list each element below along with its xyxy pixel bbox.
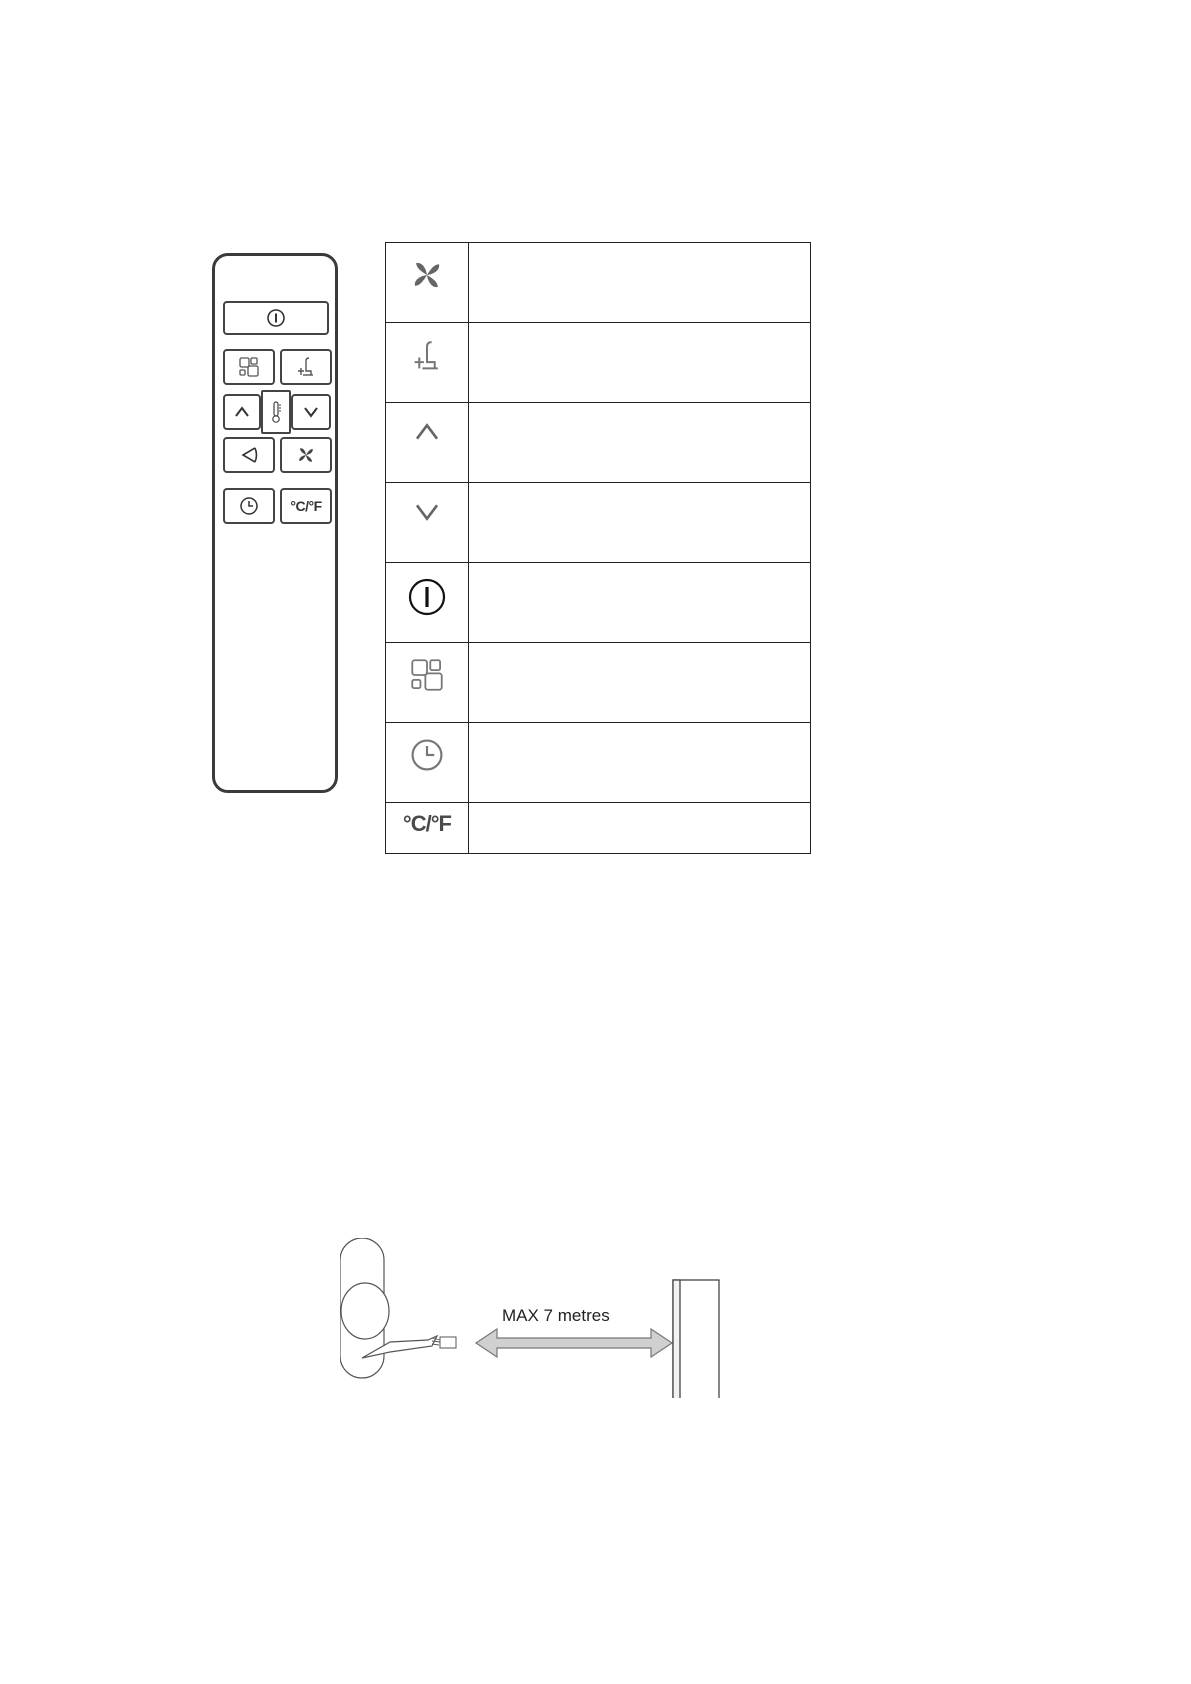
legend-icon-cell [386,643,469,723]
legend-description [468,643,810,723]
legend-row [386,403,811,483]
clock-icon [239,496,259,516]
thermometer-indicator [261,390,291,434]
drain-icon [410,337,444,375]
legend-icon-cell [386,803,469,854]
swing-button[interactable] [223,437,275,473]
handheld-remote [440,1337,456,1348]
legend-description [468,723,810,803]
power-icon [266,308,286,328]
mode-button[interactable] [223,349,275,385]
legend-description [468,483,810,563]
legend-icon-cell [386,323,469,403]
fan-icon [296,445,316,465]
range-label: MAX 7 metres [502,1306,610,1325]
legend-row [386,323,811,403]
mode-icon [238,356,260,378]
button-legend-table [385,242,811,854]
air-conditioner-unit [673,1280,719,1398]
swing-icon [238,445,260,465]
legend-row [386,723,811,803]
legend-icon-cell [386,403,469,483]
thermometer-icon [270,400,282,424]
distance-arrow [476,1329,672,1357]
legend-icon-cell [386,563,469,643]
legend-description [468,803,810,854]
legend-icon-cell [386,483,469,563]
drain-icon [295,356,317,378]
legend-row [386,643,811,723]
dehumidify-button[interactable] [280,349,332,385]
celsius-fahrenheit-icon: °C/°F [290,498,322,514]
fan-button[interactable] [280,437,332,473]
timer-button[interactable] [223,488,275,524]
chevron-down-icon [412,497,442,527]
legend-row [386,483,811,563]
legend-description [468,563,810,643]
legend-icon-cell [386,243,469,323]
legend-row [386,243,811,323]
legend-row [386,803,811,854]
celsius-fahrenheit-icon: °C/°F [402,811,451,836]
legend-description [468,403,810,483]
legend-description [468,323,810,403]
clock-icon [409,737,445,773]
chevron-down-icon [302,403,320,421]
unit-toggle-button[interactable] [280,488,332,524]
person-illustration [340,1238,440,1378]
temp-down-button[interactable] [291,394,331,430]
chevron-up-icon [412,417,442,447]
temp-up-button[interactable] [223,394,261,430]
remote-control [212,253,338,793]
fan-icon [409,257,445,293]
legend-description [468,243,810,323]
power-icon [407,577,447,617]
mode-icon [409,657,445,693]
chevron-up-icon [233,403,251,421]
legend-row [386,563,811,643]
power-button[interactable] [223,301,329,335]
legend-icon-cell [386,723,469,803]
